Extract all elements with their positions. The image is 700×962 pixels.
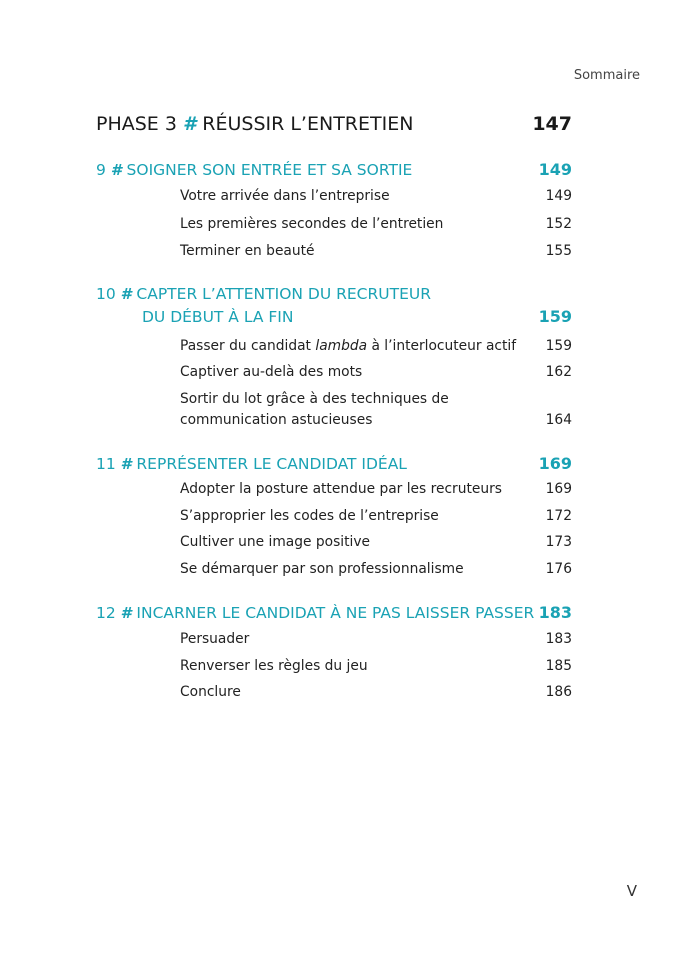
chapter-9-heading[interactable] — [96, 160, 572, 179]
entry-page: 172 — [545, 508, 572, 524]
entry-page: 186 — [545, 684, 572, 700]
toc-entry[interactable] — [180, 629, 572, 650]
entry-label: Votre arrivée dans l’entreprise — [180, 188, 390, 204]
entry-label: Captiver au-delà des mots — [180, 364, 363, 380]
entry-page: 185 — [545, 658, 572, 674]
chapter-12-heading[interactable] — [96, 603, 572, 622]
entry-label: Les premières secondes de l’entretien — [180, 216, 444, 232]
hash-icon: # — [120, 604, 132, 622]
hash-icon: # — [120, 285, 132, 303]
toc-entry[interactable] — [180, 186, 572, 207]
chapter-11-heading[interactable] — [96, 454, 572, 473]
toc-entry[interactable] — [180, 241, 572, 262]
toc-entry[interactable] — [180, 389, 572, 431]
chapter-title: REPRÉSENTER LE CANDIDAT IDÉAL — [136, 455, 407, 473]
phase-title-group — [96, 113, 413, 135]
phase-page: 147 — [532, 113, 572, 135]
chapter-page: 149 — [538, 160, 572, 179]
toc-entry[interactable] — [180, 362, 572, 383]
entry-page: 164 — [545, 412, 572, 428]
toc-entry[interactable] — [180, 656, 572, 677]
phase-heading — [96, 113, 572, 135]
entry-label: Persuader — [180, 631, 250, 647]
phase-prefix: PHASE 3 — [96, 113, 177, 135]
entry-page: 173 — [545, 534, 572, 550]
toc-entry[interactable] — [180, 336, 572, 357]
entry-page: 152 — [545, 216, 572, 232]
chapter-number: 12 — [96, 604, 116, 622]
entry-label: Conclure — [180, 684, 241, 700]
toc-entry[interactable] — [180, 479, 572, 500]
phase-title: RÉUSSIR L’ENTRETIEN — [202, 113, 414, 135]
chapter-page: 159 — [538, 307, 572, 326]
hash-icon: # — [110, 161, 122, 179]
chapter-10-heading[interactable] — [96, 285, 572, 326]
entry-page: 176 — [545, 561, 572, 577]
toc-entry[interactable] — [180, 506, 572, 527]
toc-entry[interactable] — [180, 682, 572, 703]
chapter-number: 10 — [96, 285, 116, 303]
toc-entry[interactable] — [180, 532, 572, 553]
entry-page: 159 — [545, 338, 572, 354]
entry-page: 169 — [545, 481, 572, 497]
chapter-title: SOIGNER SON ENTRÉE ET SA SORTIE — [126, 161, 413, 179]
chapter-number: 11 — [96, 455, 116, 473]
chapter-number: 9 — [96, 161, 106, 179]
toc-entry[interactable] — [180, 214, 572, 235]
chapter-page: 183 — [538, 603, 572, 622]
entry-page: 149 — [545, 188, 572, 204]
entry-label: Sortir du lot grâce à des techniques de communication astucieuses — [180, 391, 449, 428]
entry-label: Renverser les règles du jeu — [180, 658, 368, 674]
entry-label: S’approprier les codes de l’entreprise — [180, 508, 439, 524]
chapter-page: 169 — [538, 454, 572, 473]
entry-page: 183 — [545, 631, 572, 647]
hash-icon: # — [182, 113, 197, 135]
chapter-title: INCARNER LE CANDIDAT À NE PAS LAISSER PASSER — [136, 604, 535, 622]
toc-entry[interactable] — [180, 559, 572, 580]
entry-page: 155 — [545, 243, 572, 259]
running-head: Sommaire — [573, 68, 640, 83]
entry-page: 162 — [545, 364, 572, 380]
hash-icon: # — [120, 455, 132, 473]
entry-label: Terminer en beauté — [180, 243, 315, 259]
entry-label: Se démarquer par son professionnalisme — [180, 561, 464, 577]
chapter-title-line1: CAPTER L’ATTENTION DU RECRUTEUR — [136, 285, 431, 303]
entry-label: Passer du candidat lambda à l’interlocuteur actif — [180, 338, 517, 354]
page-number: V — [626, 882, 637, 900]
entry-label: Cultiver une image positive — [180, 534, 371, 550]
entry-label-emphasis: lambda — [315, 338, 368, 354]
entry-label: Adopter la posture attendue par les recruteurs — [180, 481, 502, 497]
chapter-title-line2: DU DÉBUT À LA FIN — [142, 308, 294, 326]
